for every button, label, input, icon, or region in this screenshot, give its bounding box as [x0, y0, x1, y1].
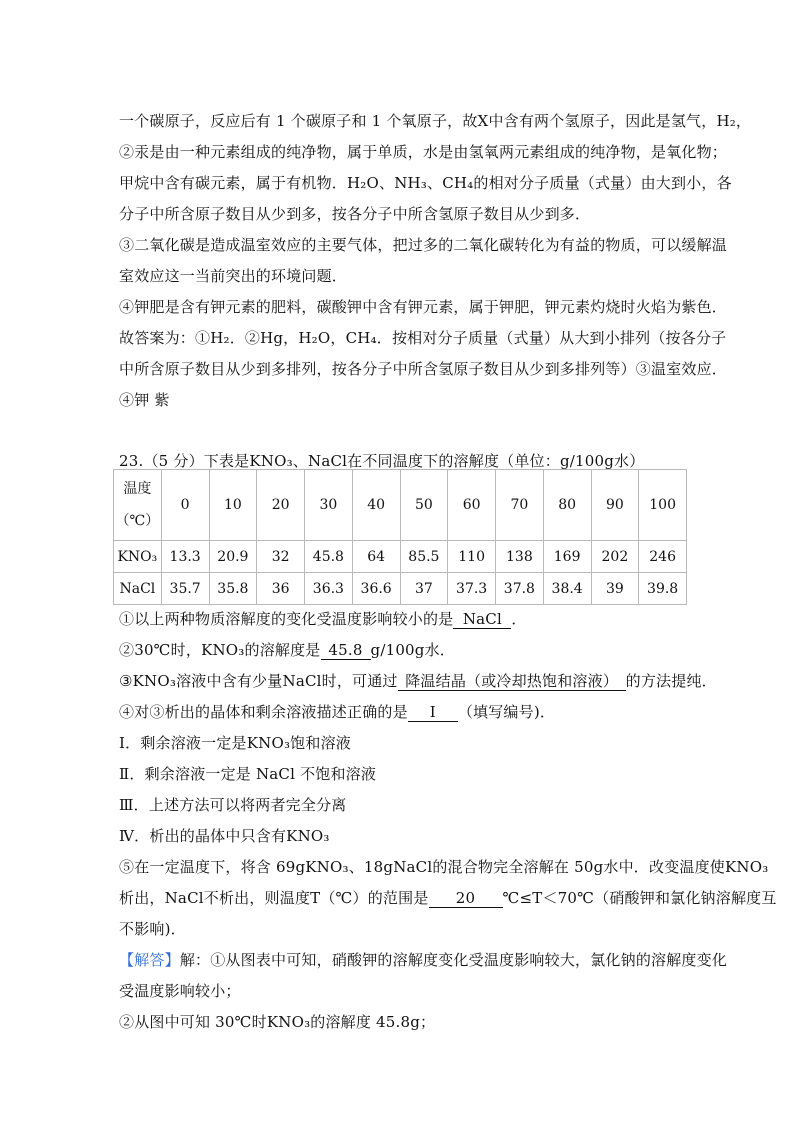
solution-tag: 【解答】 — [119, 951, 180, 969]
text-line: 中所含原子数目从少到多排列，按各分子中所含氢原子数目从少到多排列等）③温室效应． — [119, 360, 728, 378]
table-cell: 36.6 — [352, 573, 400, 605]
text-line: ④钾肥是含有钾元素的肥料，碳酸钾中含有钾元素，属于钾肥，钾元素灼烧时火焰为紫色． — [119, 298, 728, 316]
option-item: Ⅱ．剩余溶液一定是 NaCl 不饱和溶液 — [119, 765, 377, 783]
answer-blank: I — [408, 703, 458, 722]
table-header-cell: 100 — [639, 470, 687, 541]
question-4: ④对③析出的晶体和剩余溶液描述正确的是 I （填写编号)． — [119, 703, 556, 721]
table-cell: 37 — [400, 573, 448, 605]
solution-line: 受温度影响较小； — [119, 982, 241, 1000]
table-cell: 35.7 — [161, 573, 209, 605]
table-header-cell: 0 — [161, 470, 209, 541]
table-header-cell: 40 — [352, 470, 400, 541]
table-header-cell: 20 — [257, 470, 305, 541]
table-cell: 85.5 — [400, 541, 448, 573]
table-cell: 138 — [496, 541, 544, 573]
table-cell: 39.8 — [639, 573, 687, 605]
question-2: ②30℃时，KNO₃的溶解度是 45.8 g/100g水． — [119, 641, 456, 659]
answer-blank: NaCl — [453, 610, 511, 629]
table-cell: 37.8 — [496, 573, 544, 605]
table-cell: 36 — [257, 573, 305, 605]
text-line: 一个碳原子，反应后有 1 个碳原子和 1 个氧原子，故X中含有两个氢原子，因此是氢气，H₂， — [119, 112, 752, 130]
answer-blank: 20 — [429, 889, 503, 908]
table-header-label: 温度 （℃） — [114, 470, 162, 541]
table-cell: 39 — [591, 573, 639, 605]
table-cell: 32 — [257, 541, 305, 573]
table-header-cell: 10 — [209, 470, 257, 541]
question-5-line: 析出，NaCl不析出，则温度T（℃）的范围是 20 ℃≤T＜70℃（硝酸钾和氯化钠溶解度互 — [119, 889, 777, 907]
table-header-cell: 90 — [591, 470, 639, 541]
table-cell: 13.3 — [161, 541, 209, 573]
question-3: ③KNO₃溶液中含有少量NaCl时，可通过 降温结晶（或冷却热饱和溶液） 的方法提纯． — [119, 672, 717, 690]
table-header-cell: 60 — [448, 470, 496, 541]
option-item: Ⅲ．上述方法可以将两者完全分离 — [119, 796, 347, 814]
table-cell: 35.8 — [209, 573, 257, 605]
table-row-label: NaCl — [114, 573, 162, 605]
solution-line: ②从图中可知 30℃时KNO₃的溶解度 45.8g； — [119, 1013, 436, 1031]
table-row-kno3 — [114, 541, 687, 573]
table-cell: 45.8 — [305, 541, 353, 573]
table-cell: 169 — [543, 541, 591, 573]
text-line: 室效应这一当前突出的环境问题． — [119, 267, 348, 285]
table-cell: 246 — [639, 541, 687, 573]
text-line: 甲烷中含有碳元素，属于有机物．H₂O、NH₃、CH₄的相对分子质量（式量）由大到小，各 — [119, 174, 732, 192]
text-line: 分子中所含原子数目从少到多，按各分子中所含氢原子数目从少到多． — [119, 205, 591, 223]
text-line: ②汞是由一种元素组成的纯净物，属于单质，水是由氢氧两元素组成的纯净物，是氧化物； — [119, 143, 728, 161]
table-header-row — [114, 470, 687, 541]
table-cell: 36.3 — [305, 573, 353, 605]
table-row-nacl — [114, 573, 687, 605]
solubility-table — [113, 469, 687, 605]
answer-blank: 45.8 — [321, 641, 371, 660]
answer-blank: 降温结晶（或冷却热饱和溶液） — [398, 672, 626, 691]
solution-line: 【解答】解：①从图表中可知，硝酸钾的溶解度变化受温度影响较大，氯化钠的溶解度变化 — [119, 951, 728, 969]
text-line: ③二氧化碳是造成温室效应的主要气体，把过多的二氧化碳转化为有益的物质，可以缓解温 — [119, 236, 728, 254]
table-cell: 202 — [591, 541, 639, 573]
table-header-cell: 70 — [496, 470, 544, 541]
question-1: ①以上两种物质溶解度的变化受温度影响较小的是 NaCl ． — [119, 610, 527, 628]
text-line: ④钾 紫 — [119, 391, 170, 409]
option-item: Ⅰ．剩余溶液一定是KNO₃饱和溶液 — [119, 734, 351, 752]
table-cell: 37.3 — [448, 573, 496, 605]
table-cell: 38.4 — [543, 573, 591, 605]
table-header-cell: 50 — [400, 470, 448, 541]
option-item: Ⅳ．析出的晶体中只含有KNO₃ — [119, 827, 330, 845]
question-title: 23.（5 分）下表是KNO₃、NaCl在不同温度下的溶解度（单位：g/100g水） — [119, 452, 645, 470]
table-row-label: KNO₃ — [114, 541, 162, 573]
table-cell: 20.9 — [209, 541, 257, 573]
table-cell: 110 — [448, 541, 496, 573]
table-header-cell: 80 — [543, 470, 591, 541]
text-line: 故答案为：①H₂．②Hg，H₂O，CH₄．按相对分子质量（式量）从大到小排列（按各分子 — [119, 329, 727, 347]
question-5-line: ⑤在一定温度下，将含 69gKNO₃、18gNaCl的混合物完全溶解在 50g水中．改变温度使KNO₃ — [119, 858, 769, 876]
table-cell: 64 — [352, 541, 400, 573]
table-header-cell: 30 — [305, 470, 353, 541]
question-5-line: 不影响)． — [119, 920, 186, 938]
